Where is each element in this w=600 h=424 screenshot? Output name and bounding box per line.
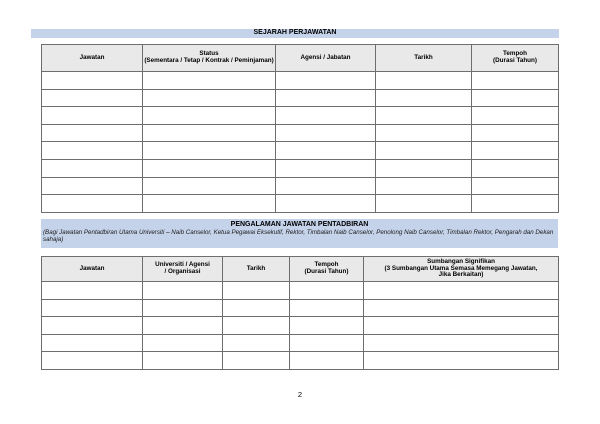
table-row [42,89,559,107]
table-cell[interactable] [42,107,143,125]
table-cell[interactable] [276,89,376,107]
table-cell[interactable] [223,299,290,317]
table-row [42,124,559,142]
table-cell[interactable] [143,124,276,142]
table-header-row [42,45,559,72]
table-cell[interactable] [143,177,276,195]
table-cell[interactable] [223,334,290,352]
table-cell[interactable] [376,177,472,195]
table-cell[interactable] [42,177,143,195]
table-cell[interactable] [276,72,376,90]
table-row [42,177,559,195]
table-cell[interactable] [290,299,364,317]
section-title: SEJARAH PERJAWATAN [253,29,337,36]
employment-history-table [41,44,559,213]
table-cell[interactable] [143,89,276,107]
table-row [42,142,559,160]
table-cell[interactable] [143,334,223,352]
table-cell[interactable] [472,159,559,177]
table-cell[interactable] [143,142,276,160]
table-cell[interactable] [42,142,143,160]
table-cell[interactable] [223,317,290,335]
table-cell[interactable] [364,352,559,370]
table-cell[interactable] [223,352,290,370]
table-cell[interactable] [42,72,143,90]
section-note: (Bagi Jawatan Pentadbiran Utama Universiti – Naib Canselor, Ketua Pegawai Eksekutif, Rektor, Timbalan Naib Canselor, Penolong Naib Canselor, Timbalan Rektor, Pengarah dan Dekan sahaja) [43,229,554,244]
table-cell[interactable] [290,282,364,300]
column-header: Tarikh [376,45,472,72]
table-cell[interactable] [364,317,559,335]
table-cell[interactable] [376,107,472,125]
table-cell[interactable] [376,89,472,107]
table-cell[interactable] [276,177,376,195]
column-header: Universiti / Agensi / Organisasi [143,257,223,282]
table-cell[interactable] [364,334,559,352]
table-cell[interactable] [472,89,559,107]
table-cell[interactable] [42,89,143,107]
table-cell[interactable] [376,124,472,142]
table-cell[interactable] [42,195,143,213]
table-row [42,107,559,125]
table-cell[interactable] [223,282,290,300]
table-cell[interactable] [42,282,143,300]
table-cell[interactable] [290,334,364,352]
column-header: Jawatan [42,257,143,282]
table-cell[interactable] [143,317,223,335]
table-row [42,317,559,335]
table-row [42,352,559,370]
table-cell[interactable] [276,142,376,160]
table-cell[interactable] [472,107,559,125]
column-header: Status (Sementara / Tetap / Kontrak / Peminjaman) [143,45,276,72]
table-cell[interactable] [42,352,143,370]
section-title: PENGALAMAN JAWATAN PENTADBIRAN [230,221,369,228]
table-row [42,72,559,90]
table-cell[interactable] [364,282,559,300]
section-header-pengalaman-jawatan [41,219,558,248]
table-cell[interactable] [143,299,223,317]
table-cell[interactable] [143,72,276,90]
table-cell[interactable] [42,317,143,335]
table-cell[interactable] [143,195,276,213]
table-cell[interactable] [42,334,143,352]
table-row [42,195,559,213]
table-cell[interactable] [472,124,559,142]
table-cell[interactable] [42,299,143,317]
section-header-sejarah-perjawatan [31,29,559,38]
table-row [42,159,559,177]
table-cell[interactable] [376,142,472,160]
table-cell[interactable] [376,195,472,213]
column-header: Tarikh [223,257,290,282]
administrative-experience-table [41,256,559,370]
column-header: Sumbangan Signifikan (3 Sumbangan Utama Semasa Memegang Jawatan, Jika Berkaitan) [364,257,559,282]
table-cell[interactable] [42,159,143,177]
column-header: Tempoh (Durasi Tahun) [290,257,364,282]
table-cell[interactable] [472,177,559,195]
table-cell[interactable] [143,282,223,300]
table-cell[interactable] [276,124,376,142]
table-header-row [42,257,559,282]
column-header: Agensi / Jabatan [276,45,376,72]
table-cell[interactable] [290,317,364,335]
table-row [42,299,559,317]
table-cell[interactable] [472,72,559,90]
column-header: Jawatan [42,45,143,72]
table-cell[interactable] [364,299,559,317]
table-cell[interactable] [376,72,472,90]
table-cell[interactable] [143,352,223,370]
table-cell[interactable] [276,159,376,177]
table-cell[interactable] [42,124,143,142]
table-row [42,282,559,300]
table-cell[interactable] [290,352,364,370]
table-row [42,334,559,352]
table-cell[interactable] [276,107,376,125]
table-cell[interactable] [376,159,472,177]
table-cell[interactable] [472,142,559,160]
table-cell[interactable] [472,195,559,213]
column-header: Tempoh (Durasi Tahun) [472,45,559,72]
page-number: 2 [297,390,303,399]
table-cell[interactable] [143,107,276,125]
table-cell[interactable] [143,159,276,177]
table-cell[interactable] [276,195,376,213]
